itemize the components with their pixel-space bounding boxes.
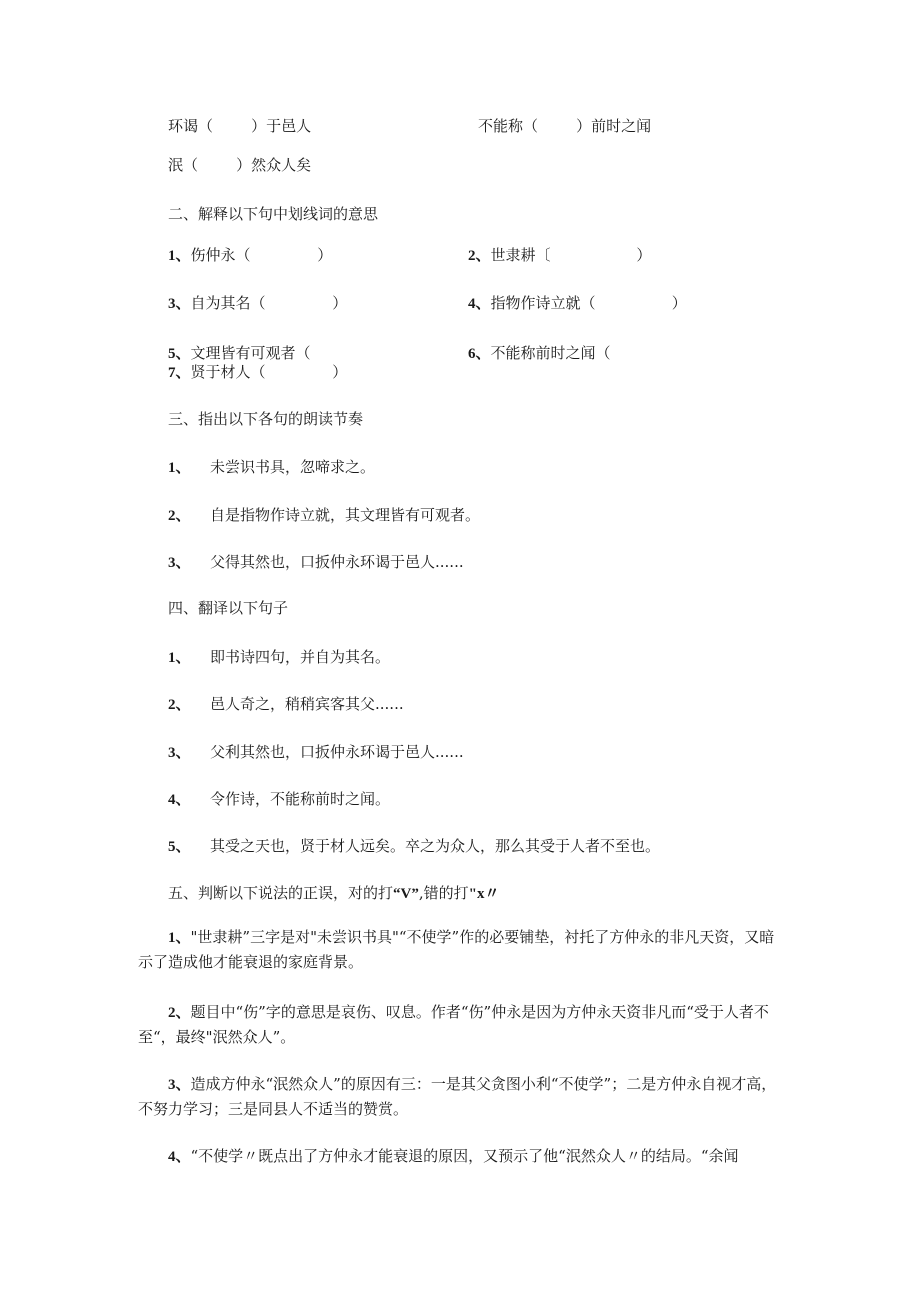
- s2-item-5: 5、文理皆有可观者（: [168, 344, 311, 362]
- section-2-title: 二、解释以下句中划线词的意思: [168, 205, 379, 223]
- s2-item-7: 7、贤于材人（ ）: [168, 363, 348, 381]
- section-5-title: 五、判断以下说法的正误，对的打“V”,错的打"x〃: [168, 884, 500, 902]
- s2-item-1: 1、伤仲永（ ）: [168, 246, 333, 264]
- s5-item-2: 2、题目中“伤”字的意思是哀伤、叹息。作者“伤”仲永是因为方仲永天资非凡而“受于人者不至“，最终"泯然众人”。: [138, 1003, 769, 1046]
- section-3-title: 三、指出以下各句的朗读节奏: [168, 410, 364, 428]
- s3-item-3: 3、 父得其然也，口扳仲永环谒于邑人......: [168, 553, 464, 571]
- s3-item-1: 1、 未尝识书具，忽啼求之。: [168, 458, 376, 476]
- fill-item-huanye: 环谒（ ）于邑人: [168, 117, 312, 135]
- s2-item-2: 2、世隶耕〔 ）: [468, 246, 652, 264]
- s4-item-3: 3、 父利其然也，口扳仲永环谒于邑人......: [168, 743, 464, 761]
- s4-item-4: 4、 令作诗，不能称前时之闻。: [168, 790, 391, 808]
- s5-item-4: 4、“不使学〃既点出了方仲永才能衰退的原因，又预示了他“泯然众人〃的结局。“余闻: [168, 1147, 739, 1165]
- s4-item-5: 5、 其受之天也，贤于材人远矣。卒之为众人，那么其受于人者不至也。: [168, 837, 661, 855]
- s5-item-3: 3、造成方仲永“泯然众人”的原因有三：一是其父贪图小利“不使学”；二是方仲永自视才高，不努力学习；三是同县人不适当的赞赏。: [138, 1075, 777, 1118]
- fill-item-buneng: 不能称（ ）前时之闻: [478, 117, 652, 135]
- fill-item-minran: 泯（ ）然众人矣: [168, 156, 312, 174]
- section-4-title: 四、翻译以下句子: [168, 599, 289, 617]
- s4-item-2: 2、 邑人奇之，稍稍宾客其父......: [168, 695, 404, 713]
- s5-item-1: 1、"世隶耕”三字是对"未尝识书具"“不使学”作的必要铺垫，衬托了方仲永的非凡天资，又暗示了造成他才能衰退的家庭背景。: [138, 928, 775, 971]
- s2-item-3: 3、自为其名（ ）: [168, 294, 348, 312]
- s2-item-4: 4、指物作诗立就（ ）: [468, 294, 687, 312]
- s2-item-6: 6、不能称前时之闻（: [468, 344, 611, 362]
- s4-item-1: 1、 即书诗四句，并自为其名。: [168, 648, 391, 666]
- s3-item-2: 2、 自是指物作诗立就，其文理皆有可观者。: [168, 506, 481, 524]
